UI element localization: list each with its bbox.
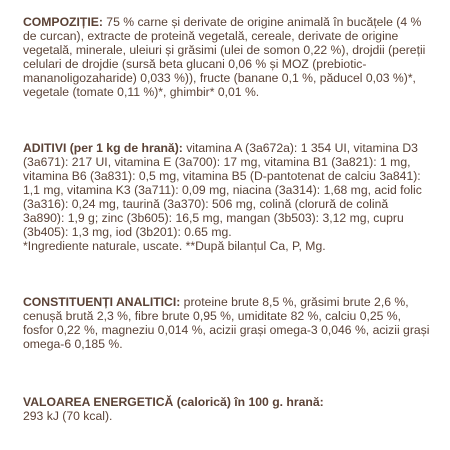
additives-footnote: *Ingrediente naturale, uscate. **După bilanțul Ca, P, Mg.	[23, 239, 326, 253]
analytic-section	[23, 295, 431, 351]
additives-heading: ADITIVI (per 1 kg de hrană):	[23, 141, 183, 155]
energy-section	[23, 395, 431, 423]
additives-paragraph	[23, 141, 431, 239]
composition-section	[23, 15, 431, 99]
analytic-paragraph	[23, 295, 431, 351]
energy-value: 293 kJ (70 kcal).	[23, 409, 113, 423]
composition-heading: COMPOZIȚIE:	[23, 15, 103, 29]
additives-section	[23, 141, 431, 253]
composition-paragraph	[23, 15, 431, 99]
energy-heading: VALOAREA ENERGETICĂ (calorică) în 100 g. hrană:	[23, 395, 324, 409]
composition-text: 75 % carne și derivate de origine animală în bucățele (4 % de curcan), extracte de proteină vegetală, cereale, derivate de origine vegetală, minerale, uleiuri și grăsimi (ulei de somon 0,22 %), drojdii (pereții celulari de drojdie (sursă beta glucani 0,06 % și MOZ (prebiotic- mananoligozaharide) 0,033 %)), fructe (banane 0,1 %, păducel 0,03 %)*, vegetale (tomate 0,11 %)*, ghimbir* 0,01 %.	[23, 15, 426, 99]
analytic-heading: CONSTITUENȚI ANALITICI:	[23, 295, 181, 309]
additives-text: vitamina A (3a672a): 1 354 UI, vitamina D3 (3a671): 217 UI, vitamina E (3a700): 17 mg, vitamina B1 (3a821): 1 mg, vitamina B6 (3a831): 0,5 mg, vitamina B5 (D-pantotenat de calciu 3a841): 1,1 mg, vitamina K3 (3a711): 0,09 mg, niacina (3a314): 1,68 mg, acid folic (3a316): 0,24 mg, taurină (3a370): 506 mg, colină (clorură de colină 3a890): 1,9 g; zinc (3b605): 16,5 mg, mangan (3b503): 3,12 mg, cupru (3b405): 1,3 mg, iod (3b201): 0.65 mg.	[23, 141, 422, 239]
analytic-text: proteine brute 8,5 %, grăsimi brute 2,6 %, cenușă brută 2,3 %, fibre brute 0,95 %, umiditate 82 %, calciu 0,25 %, fosfor 0,22 %, magneziu 0,014 %, acizii grași omega-3 0,046 %, acizii grași omega-6 0,185 %.	[23, 295, 430, 351]
